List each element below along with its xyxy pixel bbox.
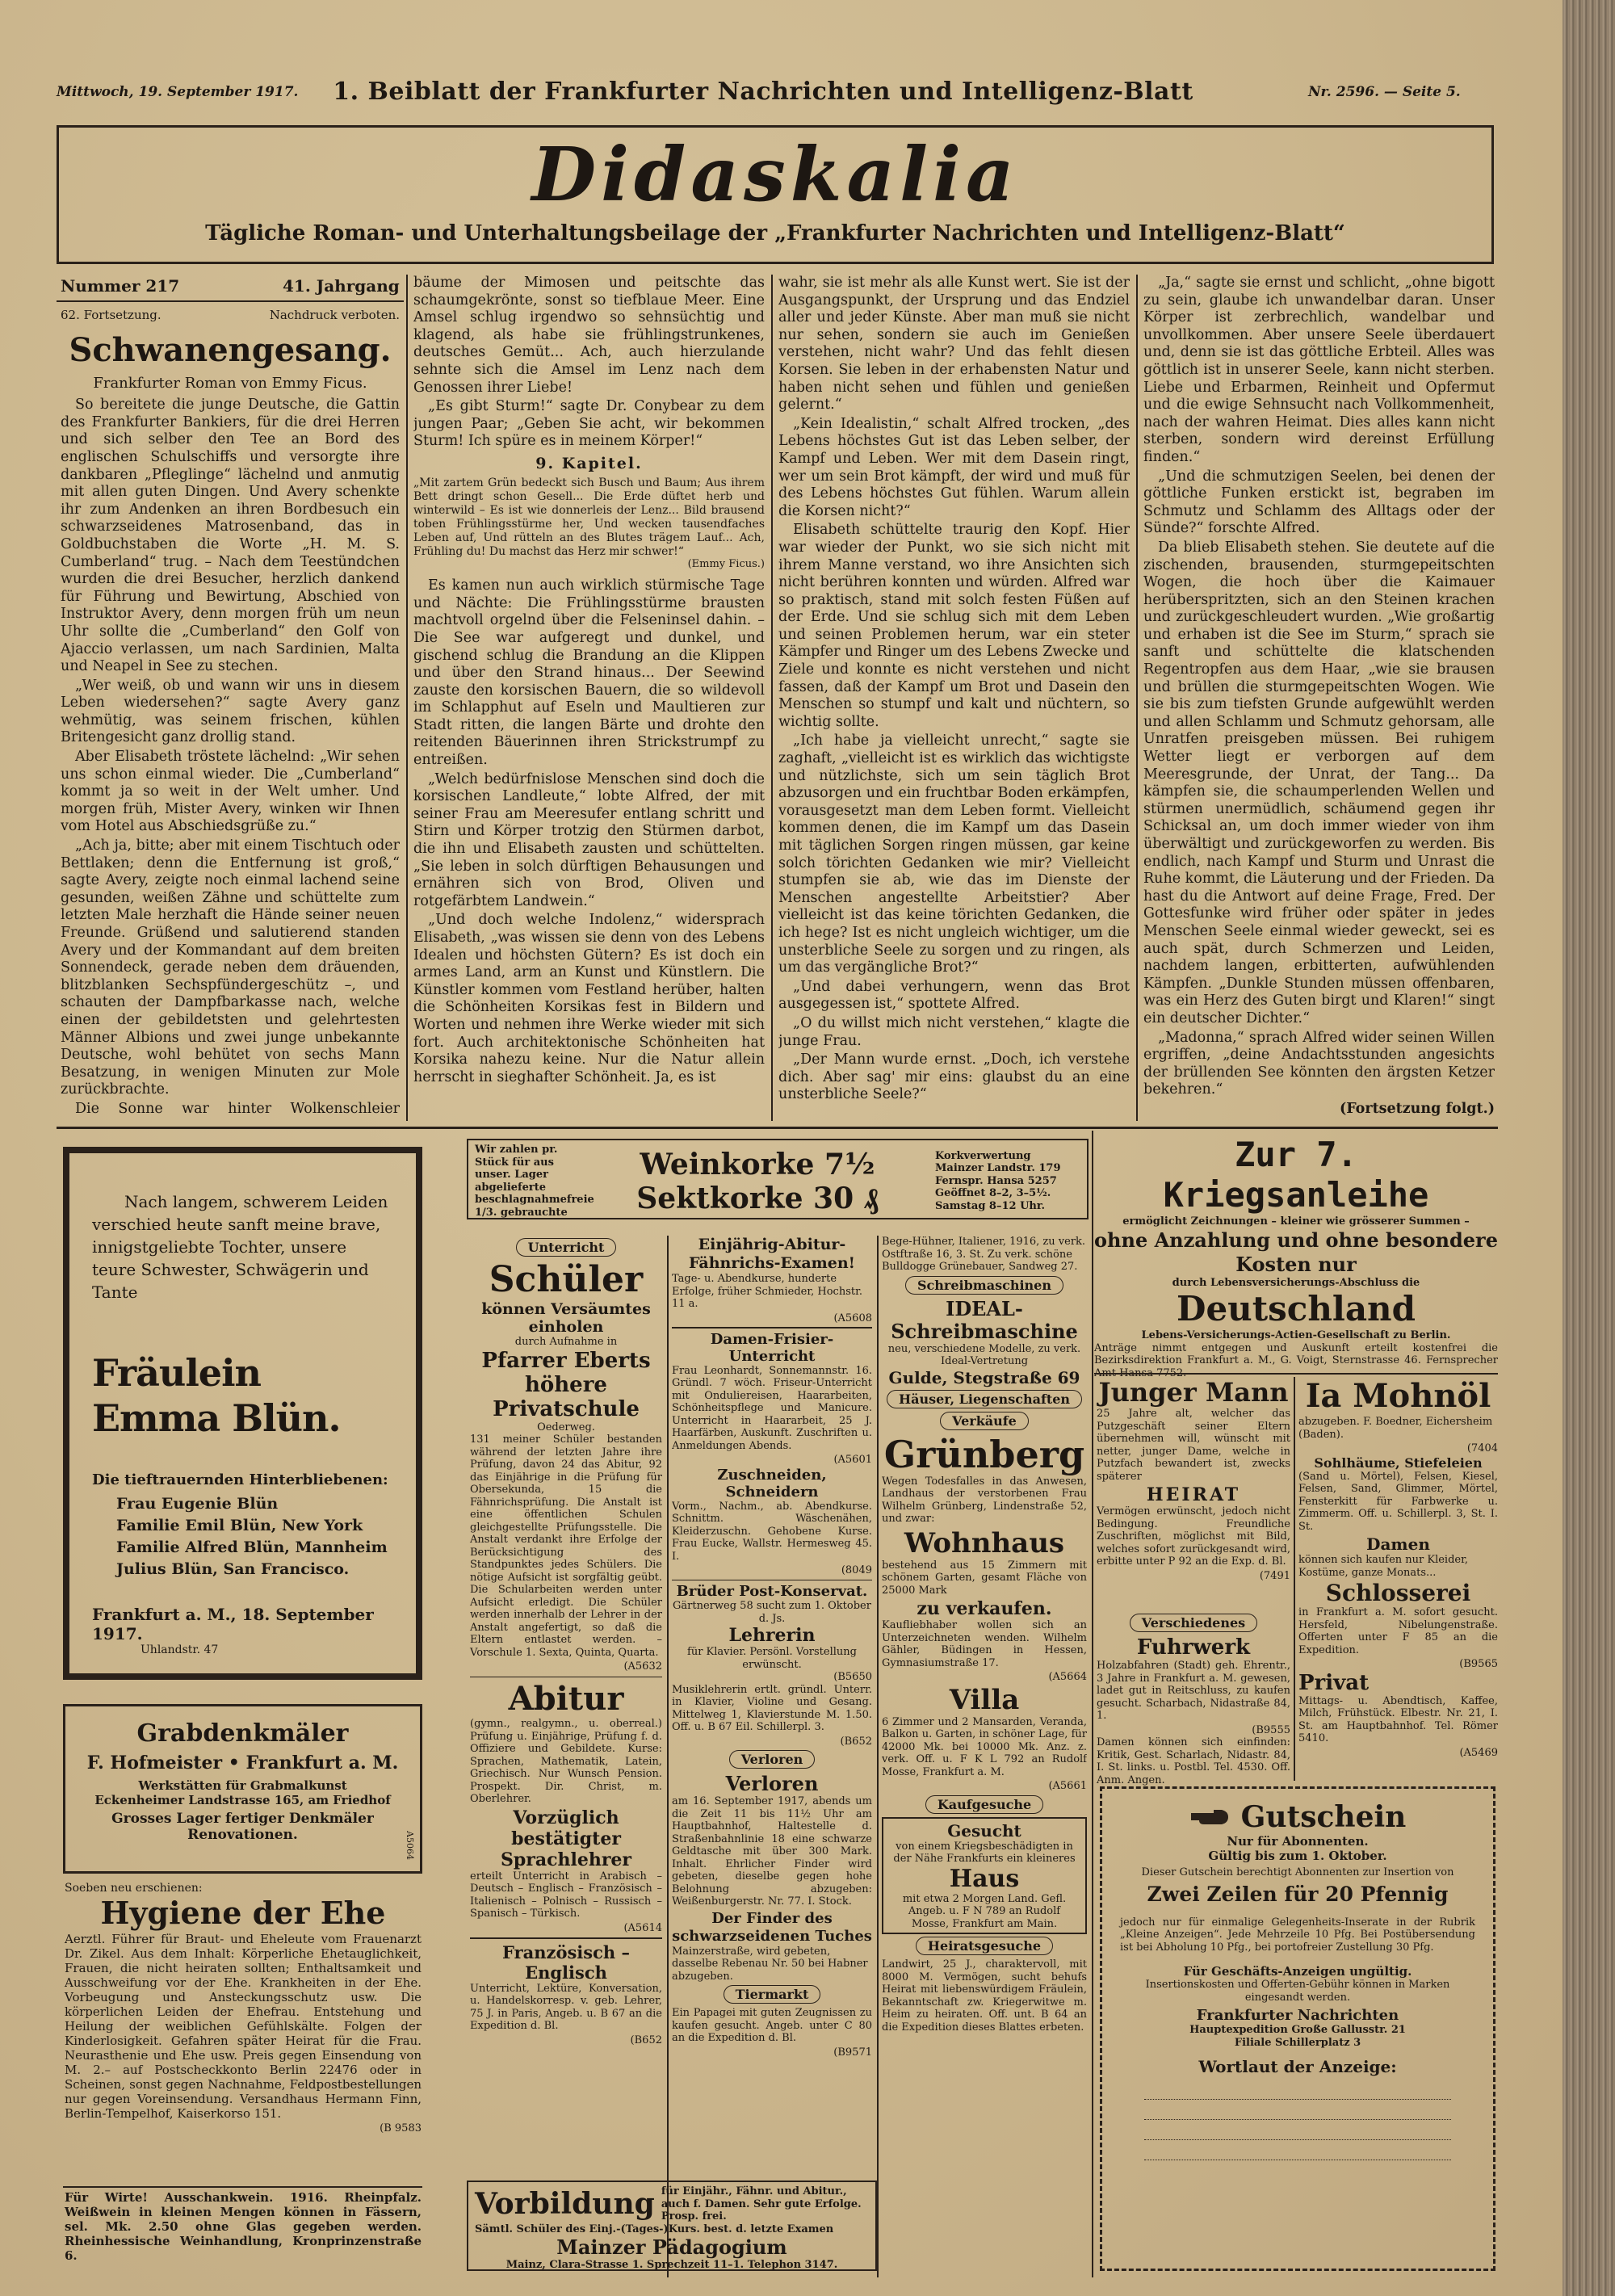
- story-paragraph: „Und dabei verhungern, wenn das Brot ausgegessen ist,“ spottete Alfred.: [778, 978, 1130, 1013]
- divider: [672, 1327, 872, 1328]
- story-column-3: [778, 275, 1130, 1119]
- bonds-via: durch Lebensversicherungs-Abschluss die: [1172, 1276, 1420, 1289]
- label-heirat: Heiratsgesuche: [916, 1937, 1053, 1955]
- abitur-text: (gymn., realgymn., u. oberreal.) Prüfung u. Einjährige, Prüfung f. d. Offiziere und Gebildete. Kurse: Sprachen, Mathematik, Latein, Griechisch. Nur Wunsch Pension. Prospekt. Dir. Christ, m. Oberlehrer.: [470, 1718, 662, 1805]
- col-divider-1: [406, 275, 408, 1121]
- schueler-line: durch Aufnahme in: [514, 1336, 618, 1348]
- villa-ref: (A5661: [1048, 1780, 1087, 1792]
- book-binding: [1563, 0, 1615, 2296]
- story-paragraph: „O du willst mich nicht verstehen,“ klagte die junge Frau.: [778, 1014, 1130, 1049]
- story-paragraph: Elisabeth schüttelte traurig den Kopf. Hier war wieder der Punkt, wo sie sich nicht mit ihrem Manne verstand, wo ihre Ansichten sich nicht berühren konnten und würden. Alfred war so praktisch, stand mit solch festen Füßen auf der Erde. Und sie schlug sich mit dem Leben und seinen Problemen herum, war ein steter Kämpfer und Ringer um des Lebens Zwecke und Ziele und konnte es nicht verstehen und nicht fassen, daß der Kampf um Brot und Dasein den Menschen so stumpf und kalt und nüchtern, so wichtig sollte.: [778, 522, 1130, 730]
- coupon-text: Dieser Gutschein berechtigt Abonnenten zur Insertion von: [1141, 1866, 1454, 1878]
- story-paragraph: wahr, sie ist mehr als alle Kunst wert. Sie ist der Ausgangspunkt, der Ursprung und das Endziel aller und jeder Künste. Aber man muß sie nicht nur sehen, sondern sie auch im Genießen verstehen, nicht wahr? Und das fehlt diesen Korsen. Sie leben in der erhabensten Natur und haben nicht sehen und fühlen und genießen gelernt.“: [778, 275, 1130, 413]
- coupon-text3: Für Geschäfts-Anzeigen ungültig.: [1183, 1964, 1412, 1979]
- ideal-addr: Gulde, Stegstraße 69: [888, 1367, 1080, 1387]
- abitur-sub: Vorzüglich bestätigter Sprachlehrer: [500, 1807, 632, 1870]
- story-paragraph: „Ich habe ja vielleicht unrecht,“ sagte sie zaghaft, „vielleicht ist es wirklich das wichtigste und nützlichste, sich um sein täglich Brot abzusorgen und ein fruchtbar Boden erkämpfen, vorausgesetzt man dem Leben formt. Vielleicht kommen denen, die im Kampf um das Dasein mit täglichen Sorgen ringen müssen, gar keine solch törichten Gedanken wie mir? Vielleicht stumpfen sie ab, wie das im Dienste der Menschen angestellte Arbeitstier? Aber vielleicht ist das keine törichten Gedanken, die ich hege? Ist es nicht ungleich wichtiger, um die unsterbliche Seele zu sorgen und zu ringen, als um das vergängliche Brot?“: [778, 732, 1130, 976]
- story-paragraph: Es kamen nun auch wirklich stürmische Tage und Nächte: Die Frühlingsstürme brausten machtvoll orgelnd über die Felseninsel dahin. – Die See war aufgeregt und dunkel, und gischend schlug die Brandung an die Klippen und über den Strand hinaus... Der Seewind zauste den korsischen Bauern, die so wildevoll im Schlapphut auf Eseln und Maultieren zur Stadt ritten, die langen Bärte und drohte den reitenden Bäuerinnen ihren Strickstrumpf zu entreißen.: [413, 577, 765, 769]
- ad-war-bonds: [1094, 1135, 1498, 1381]
- finder-text: Mainzerstraße, wird gebeten, dasselbe Rebenau Nr. 50 bei Habner abzugeben.: [672, 1945, 868, 1983]
- story-title: Schwanengesang.: [69, 330, 392, 369]
- ad-haus-gesucht: [882, 1817, 1087, 1935]
- header-date: Mittwoch, 19. September 1917.: [57, 84, 299, 100]
- obituary-mourners-title: Die tieftrauernden Hinterbliebenen:: [92, 1471, 388, 1488]
- story-paragraph: Aber Elisabeth tröstete lächelnd: „Wir sehen uns schon einmal wieder. Die „Cumberland“ kommt ja so weit in der Welt umher. Und morgen früh, Mister Avery, winken wir Ihnen vom Hotel aus Abschiedsgrüße zu.“: [61, 749, 400, 835]
- mourner: Julius Blün, San Francisco.: [116, 1560, 350, 1578]
- coupon-text2: jedoch nur für einmalige Gelegenheits-Inserate in der Rubrik „Kleine Anzeigen“. Jede Mehrzeile 10 Pfg. Bei Postübersendung ist bei Abholung 10 Pfg., bei portofreier Zustellung 30 Pfg.: [1120, 1916, 1475, 1954]
- ad-grave-monuments: [63, 1704, 422, 1874]
- sohlen-title: Sohlhäume, Stiefeleien: [1314, 1454, 1483, 1471]
- coupon-write-line[interactable]: [1144, 2080, 1451, 2100]
- vorbild-side: für Einjähr., Fähnr. und Abitur., auch f. Damen. Sehr gute Erfolge. Prosp. frei.: [661, 2185, 862, 2223]
- grave-firm: F. Hofmeister • Frankfurt a. M.: [86, 1752, 399, 1773]
- gruenberg-head: Wohnhaus: [904, 1526, 1065, 1559]
- heirat-text: Landwirt, 25 J., charaktervoll, mit 8000 M. Vermögen, sucht behufs Heirat mit liebenswürdigem Fräulein, Bekanntschaft zw. Kriegerwitwe m. Heim zu heiraten. Off. unt. B 64 an die Expedition dieses Blattes erbeten.: [882, 1958, 1087, 2034]
- story-paragraph: Da blieb Elisabeth stehen. Sie deutete auf die zischenden, brausenden, sturmgepeitschten Wogen, die hoch über die Kaimauer herüberspritzten, sich an den Steinen krachen und zurückgeschleudert wurden. „Wie großartig und erhaben ist die See im Sturm,“ sprach sie sanft und schüttelte die klatschenden Regentropfen aus dem Haar, „wie sie brausen und brüllen die sturmgepeitschten Wogen. Wie sie bis zum tiefsten Grunde aufgewühlt werden und allen Schlamm und Schmutz gehorsam, alle Unratfen preisgeben müssen. Bei ruhigem Wetter liegt er verborgen auf dem Meeresgrunde, der Unrat, der Tang... Da kämpfen sie, die schaumperlenden Wellen und stürmen unermüdlich, schäumend gegen ihr Schicksal an, um doch immer wieder von ihm überwältigt und zurückgeworfen zu werden. Bis endlich, nach Kampf und Sturm und Unrast die Ruhe kommt, die Läuterung und der Frieden. Da hast du die Antwort auf deine Frage, Fred. Der Gottesfunke wird früher oder später in jedes Menschen Seele einmal wieder geweckt, sei es auch spät, durch Schmerzen und Leiden, nachdem langen, erbitterten, aufwühlenden Kämpfen. „Dunkle Stunden müssen offenbaren, was ein Herz des Guten birgt und Klaren!“ singt ein deutscher Dichter.“: [1143, 539, 1495, 1026]
- bonds-text: Anträge nimmt entgegen und Auskunft erteilt kostenfrei die Bezirksdirektion Frankfurt a. M., G. Voigt, Sternstrasse 46. Fernsprecher: [1094, 1341, 1498, 1366]
- coupon-main: Zwei Zeilen für 20 Pfennig: [1147, 1882, 1449, 1906]
- schueler-text: 131 meiner Schüler bestanden während der letzten Jahre ihre Prüfung, davon 24 das Abitur, 92 das Einjährige in die Prüfung für Obersekunda, 15 die Fähnrichsprüfung. Die Anstalt ist eine öffentlichen Schulen gleichgestellte Prüfungsstelle. Die Anstalt verdankt ihre Erfolge der Berücksichtigung des Standpunktes jedes Schülers. Die nötige Aufsicht ist sorgfältig geübt. Die Schularbeiten werden unter Aufsicht erledigt. Die Schüler werden innerhalb der Lehrer in der Anstalt angefertigt, so daß die Eltern entlastet werden. – Vorschule 1. Sexta, Quinta, Quarta.: [470, 1433, 662, 1659]
- bonds-main: ohne Anzahlung und ohne besondere Kosten nur: [1094, 1228, 1498, 1276]
- hotel-text: Bege-Hühner, Italiener, 1916, zu verk. Ostftraße 16, 3. St. Zu verk. schöne Bulldogge Grünebauer, Sandweg 27.: [882, 1236, 1086, 1273]
- mourner: Familie Alfred Blün, Mannheim: [116, 1538, 388, 1556]
- finder-title: Der Finder des schwarzseidenen Tuches: [672, 1909, 872, 1945]
- corks-right: Korkverwertung Mainzer Landstr. 179 Fernspr. Hansa 5257 Geöffnet 8–2, 3–5½. Samstag 8–12 Uhr.: [935, 1149, 1061, 1212]
- konserv-ref: (B5650: [833, 1671, 872, 1683]
- haus-head: Haus: [949, 1864, 1020, 1893]
- coupon-write-line[interactable]: [1144, 2120, 1451, 2140]
- story-paragraph: „Und doch welche Indolenz,“ widersprach Elisabeth, „was wissen sie denn von des Lebens Idealen und höchsten Gütern? Es ist doch ein armes Land, arm an Kunst und Künstlern. Die Künstler kommen vom Festland herüber, halten die Schönheiten Korsikas fest in Bildern und Worten und nehmen ihre Werke wieder mit sich fort. Auch architektonische Schönheiten hat Korsika nahezu keine. Nur die Natur allein herrscht in sieghafter Schönheit. Ja, es ist: [413, 912, 765, 1085]
- konserv-text: Gärtnerweg 58 sucht zum 1. Oktober d. Js.: [673, 1600, 871, 1625]
- einj-text: Tage- u. Abendkurse, hunderte Erfolge, früher Schmieder, Hochstr. 11 a.: [672, 1273, 863, 1310]
- franz-title: Französisch – Englisch: [502, 1941, 630, 1983]
- einj-ref: (A5608: [833, 1312, 872, 1324]
- villa-text: 6 Zimmer und 2 Mansarden, Veranda, Balkon u. Garten, in schöner Lage, für 42000 Mk. bei 10000 Mk. Anz. z. verk. Off. u. F K L 792 an Rudolf Mosse, Frankfurt a. M.: [882, 1715, 1087, 1778]
- coupon-sub: Nur für Abonnenten.: [1227, 1834, 1369, 1849]
- musik-ref: (B652: [840, 1735, 872, 1748]
- jm-text: 25 Jahre alt, welcher das Putzgeschäft seiner Eltern übernehmen will, wünscht mit netter, junger Dame, welche in Putzfach bewandert ist, zwecks späterer: [1097, 1408, 1290, 1483]
- friseur-ref: (A5601: [833, 1454, 872, 1466]
- coupon-write-line[interactable]: [1144, 2100, 1451, 2120]
- header-supplement: 1. Beiblatt der Frankfurter Nachrichten und Intelligenz-Blatt: [333, 78, 1193, 106]
- obituary-name: Fräulein Emma Blün.: [92, 1351, 341, 1440]
- tiermarkt-ref: (B9571: [833, 2046, 872, 2059]
- section-divider: [57, 1127, 1498, 1129]
- col-divider-2: [771, 275, 773, 1121]
- grave-line: Eckenheimer Landstrasse 165, am Friedhof: [94, 1793, 391, 1807]
- obituary-place-date: Frankfurt a. M., 18. September 1917.: [92, 1605, 374, 1643]
- obituary-intro: Nach langem, schwerem Leiden verschied heute sanft meine brave, innigstgeliebte Tochter, unsere teure Schwester, Schwägerin und Tante: [92, 1192, 388, 1302]
- story-paragraph: „Wer weiß, ob und wann wir uns in diesem Leben wiedersehen?“ sagte Avery ganz wehmütig, was seinem frischen, kühlen Britengesicht ganz drollig stand.: [61, 677, 400, 746]
- ad-hygiene: [65, 1882, 422, 2135]
- schueler-ref: (A5632: [623, 1660, 662, 1673]
- coupon-wortlaut: Wortlaut der Anzeige:: [1198, 2057, 1397, 2076]
- schlosserei-title: Schlosserei: [1325, 1580, 1471, 1606]
- damen2-title: Damen: [1366, 1534, 1430, 1554]
- ad-misc: [1097, 1611, 1290, 1788]
- haus-title: Gesucht: [947, 1820, 1021, 1841]
- story-column-4: [1143, 275, 1495, 1119]
- friseur-title: Damen-Frisier-Unterricht: [710, 1330, 834, 1365]
- coupon-text4: Insertionskosten und Offerten-Gebühr können in Marken eingesandt werden.: [1145, 1979, 1450, 2004]
- jm-head: HEIRAT: [1146, 1484, 1241, 1505]
- coupon: [1100, 1786, 1495, 2271]
- gruenberg-text2: bestehend aus 15 Zimmern mit schönem Garten, gesamt Fläche von 25000 Mark: [882, 1559, 1087, 1597]
- hygiene-text: Aerztl. Führer für Braut- und Eheleute vom Frauenarzt Dr. Zikel. Aus dem Inhalt: Körperliche Ehetauglichkeit, Frauen, die nicht heiraten sollten; Enthaltsamkeit und Ausschweifung vor der Ehe. Krankheiten in der Ehe. Vorbeugung und Ansteckungsschutz usw. Die körperlichen Leiden der Ehefrau. Entstehung und Heilung der weiblichen Gefühlskälte. Folgen der Kinderlosigkeit. Gefahren später Heirat für die Frau. Neurasthenie und Ehe usw. Preis gegen Einsendung von M. 2.– auf Postscheckkonto Berlin 22476 oder in Scheinen, sonst gegen Nachnahme, Feldpostbestellungen nur gegen Voreinsendung. Versandhaus Hermann Finn, Berlin-Tempelhof, Kaiserkorso 151.: [65, 1932, 422, 2121]
- story-paragraph: „Ja,“ sagte sie ernst und schlicht, „ohne bigott zu sein, glaube ich unwandelbar daran. Unser Körper ist zerbrechlich, wandelbar und unvollkommen. Aber unsere Seele überdauert und, denn sie ist das göttliche Erbteil. Alles was göttlich ist in unserer Seele, kann nicht sterben. Liebe und Erbarmen, Reinheit und Opfermut und die ewige Sehnsucht nach Vollkommenheit, nach der wahren Heimat. Dies alles kann nicht sterben, sondern wird dereinst Erfüllung finden.“: [1143, 275, 1495, 465]
- schlosserei-text: in Frankfurt a. M. sofort gesucht. Hersfeld, Nibelungenstraße. Offerten unter F 85 an die Expedition.: [1298, 1606, 1498, 1656]
- mohnoel-title: Ia Mohnöl: [1305, 1377, 1491, 1415]
- konserv-title: Brüder Post-Konservat.: [676, 1583, 868, 1600]
- story-paragraph: „Ach ja, bitte; aber mit einem Tischtuch oder Bettlaken; denn die Entfernung ist groß,“ sagte Avery, zeigte noch einmal lachend seine gesunden, weißen Zähne und schüttelte zum letzten Male herzhaft die Hände seiner neuen Freunde. Grüßend und salutierend standen Avery und der Kommandant auf dem breiten Sonnendeck, gerade neben dem dräuenden, blitzblanken Sechspfündergeschütz –, und schauten der Dampfbarkasse nach, welche einen der gebildetsten und gelehrtesten Männer Albions und zwei junge unbekannte Deutsche, wohl behütet von sechs Mann Besatzung, in wenigen Minuten zur Mole zurückbrachte.: [61, 837, 400, 1098]
- story-paragraph: „Madonna,“ sprach Alfred wider seinen Willen ergriffen, „deine Andachtsstunden angesichts der brüllenden See könnten den ärgsten Ketzer bekehren.“: [1143, 1029, 1495, 1098]
- mohnoel-ref: (7404: [1466, 1442, 1498, 1454]
- hygiene-title: Hygiene der Ehe: [100, 1895, 386, 1931]
- gruenberg-title: Grünberg: [883, 1432, 1085, 1476]
- damen-fuhr-text: Damen können sich einfinden: Kritik, Gest. Scharlach, Nidastr. 84, I. St. links. u. Postbl. Tel. 4530. Off. Anm. Angen.: [1097, 1736, 1290, 1786]
- pointing-hand-icon: [1189, 1807, 1230, 1828]
- ad-column-right: [1298, 1377, 1498, 1779]
- ad-vorbildung: [467, 2181, 877, 2271]
- vorbild-text: Sämtl. Schüler des Einj.-(Tages-)Kurs. best. d. letzte Examen: [475, 2223, 834, 2235]
- divider: [63, 2186, 422, 2188]
- friseur-text: Frau Leonhardt, Sonnemannstr. 16. Gründl. 7 wöch. Friseur-Unterricht mit Onduliereisen, Haararbeiten, Schönheitspflege und Manicure. Unterricht in Haararbeit, 25 J. Haarfärben, Auskunft. Zuschriften u. Anmeldungen Abends.: [672, 1364, 872, 1452]
- fuhrwerk-ref: (B9555: [1252, 1723, 1290, 1736]
- label-verschiedenes: Verschiedenes: [1130, 1614, 1257, 1632]
- konserv-head: Lehrerin: [728, 1625, 816, 1646]
- label-verkaeufe: Verkäufe: [940, 1412, 1029, 1430]
- zuschneid-title: Zuschneiden, Schneidern: [717, 1466, 827, 1501]
- vorbild-name: Mainzer Pädagogium: [556, 2235, 787, 2259]
- ideal-text: neu, verschiedene Modelle, zu verk. Ideal-Vertretung: [887, 1342, 1081, 1367]
- konserv-text2: für Klavier. Persönl. Vorstellung erwünscht.: [687, 1646, 857, 1671]
- ad-col-divider: [667, 1236, 669, 2277]
- story-paragraph: „Und die schmutzigen Seelen, bei denen der göttliche Funken erstickt ist, begraben im Schmutz und Schlamm des Alltags oder der Sünde?“ forschte Alfred.: [1143, 468, 1495, 537]
- franz-ref: (B652: [630, 2034, 662, 2046]
- header-page-number: Nr. 2596. — Seite 5.: [1308, 84, 1461, 100]
- story-rights: Nachdruck verboten.: [269, 308, 400, 322]
- fuhrwerk-text: Holzabfahren (Stadt) geh. Ehrentr., 3 Jahre in Frankfurt a. M. gewesen, ladet gut in Reitschluss, zu kaufen gesucht. Scharbach, Nidastraße 84, 1.: [1097, 1660, 1290, 1722]
- story-paragraph: Die Sonne war hinter Wolkenschleier: [75, 1100, 400, 1117]
- abitur-title: Abitur: [508, 1680, 624, 1718]
- grave-title: Grabdenkmäler: [136, 1719, 349, 1748]
- story-paragraph: „Der Mann wurde ernst. „Doch, ich verstehe dich. Aber sag' mir eins: glaubst du an eine unsterbliche Seele?“: [778, 1051, 1130, 1103]
- coupon-exp: Hauptexpedition Große Gallusstr. 21: [1189, 2024, 1406, 2036]
- schlosserei-ref: (B9565: [1459, 1658, 1498, 1670]
- divider: [470, 1677, 662, 1678]
- musik-text: Musiklehrerin ertlt. gründl. Unterr. in Klavier, Violine und Gesang. Mittelweg 1, Klavierstunde M. 1.50. Off. u. B 67 Eil. Schillerpl. 3.: [672, 1683, 872, 1733]
- obituary-funeral: [92, 1676, 395, 1680]
- franz-text: Unterricht, Lektüre, Konversation, u. Handelskorresp. v. geb. Lehrer, 75 J. in Paris, Angeb. u. B 67 an die Expedition d. Bl.: [470, 1982, 662, 2032]
- privat-title: Privat: [1298, 1670, 1370, 1695]
- gruenberg-text: Wegen Todesfalles in das Anwesen, Landhaus der verstorbenen Frau Wilhelm Grünberg, Lindenstraße 52, und zwar:: [882, 1475, 1087, 1525]
- haus-text: von einem Kriegsbeschädigten in der Nähe Frankfurts ein kleineres: [893, 1840, 1076, 1865]
- gruenberg-ref: (A5664: [1048, 1671, 1087, 1683]
- abitur-ref: (A5614: [623, 1921, 662, 1934]
- bonds-full: Lebens-Versicherungs-Actien-Gesellschaft zu Berlin.: [1141, 1329, 1451, 1341]
- ad-young-man: [1097, 1377, 1290, 1582]
- story-byline: Frankfurter Roman von Emmy Ficus.: [93, 374, 367, 392]
- story-paragraph: „Es gibt Sturm!“ sagte Dr. Conybear zu dem jungen Paar; „Geben Sie acht, wir bekommen Sturm! Ich spüre es in meinem Körper!“: [413, 398, 765, 450]
- bonds-name: Deutschland: [1177, 1289, 1416, 1328]
- ad-col-divider: [1092, 1131, 1093, 2277]
- story-column-2: [413, 275, 765, 1119]
- ad-corks: [467, 1139, 1089, 1219]
- issue-rule: [57, 300, 404, 302]
- privat-ref: (A5469: [1459, 1746, 1498, 1759]
- story-paragraph: „Kein Idealistin,“ schalt Alfred trocken, „des Lebens höchstes Gut ist das Leben selber, der Kampf und Leben. Wer mit dem Dasein ringt, wer um sein Brot kämpft, der wird und muß für des Lebens höchstes Gut fühlen. Warum allein die Korsen nicht?“: [778, 415, 1130, 519]
- jm-ref: (7491: [1259, 1569, 1290, 1582]
- story-paragraph: So bereitete die junge Deutsche, die Gattin des Frankfurter Bankiers, für die drei Herren und sich selber den Tee an Bord des englischen Schulschiffs und versorgte ihre dankbaren „Pfleglinge“ lächelnd und anmutig mit allen guten Dingen. Und Avery schenkte ihr zum Andenken an ihren Bordbesuch ein schwarzseidenes Matrosenband, das in Goldbuchstaben die Worte „H. M. S. Cumberland“ trug. – Nach dem Teestündchen wurden die drei Besucher, herzlich dankend für Führung und Bewirtung, Abschied von Instruktor Avery, denn morgen früh um neun Uhr sollte die „Cumberland“ den Golf von Ajaccio verlassen, um nach Sardinien, Malta und Neapel in See zu stechen.: [61, 397, 400, 675]
- mourner: Familie Emil Blün, New York: [116, 1517, 363, 1534]
- masthead: [57, 125, 1494, 264]
- grave-line: Grosses Lager fertiger Denkmäler: [111, 1811, 374, 1827]
- fuhrwerk-title: Fuhrwerk: [1136, 1635, 1251, 1660]
- gruenberg-tail: zu verkaufen.: [917, 1598, 1052, 1619]
- corks-side: Wir zahlen pr. Stück für aus unser. Lager abgelieferte beschlagnahmefreie 1/3. gebrauchte: [475, 1144, 594, 1219]
- schueler-title: Schüler: [489, 1259, 644, 1300]
- ad-wirte: Für Wirte! Ausschankwein. 1916. Rheinpfalz. Weißwein in kleinen Mengen können in Fässern, sel. Mk. 2.50 ohne Glas gegeben werden. Rheinhessische Weinhandlung, Kronprinzenstraße 6.: [65, 2190, 422, 2263]
- mohnoel-text: abzugeben. F. Boedner, Eichersheim (Baden).: [1298, 1416, 1493, 1441]
- einj-title: Einjährig-Abitur-Fähnrichs-Examen!: [688, 1236, 856, 1272]
- damen2-text: können sich kaufen nur Kleider, Kostüme, ganze Monats...: [1298, 1554, 1469, 1579]
- label-kaufgesuche: Kaufgesuche: [925, 1795, 1043, 1814]
- label-verloren: Verloren: [729, 1750, 816, 1769]
- privat-text: Mittags- u. Abendtisch, Kaffee, Milch, Frühstück. Elbestr. Nr. 21, I. St. am Hauptbahnhof. Tel. Römer 5410.: [1298, 1694, 1498, 1744]
- zuschneid-text: Vorm., Nachm., ab. Abendkurse. Schnittm. Wäschenähen, Kleiderzuschn. Gehobene Kurse. Frau Eucke, Wallstr. Hermesweg 45. I.: [672, 1500, 872, 1563]
- divider: [470, 1937, 662, 1939]
- ad-column-c: [882, 1236, 1087, 2277]
- schueler-school: Pfarrer Eberts höhere Privatschule: [481, 1348, 651, 1421]
- coupon-paper: Frankfurter Nachrichten: [1196, 2007, 1399, 2024]
- grave-line: Renovationen.: [187, 1827, 298, 1843]
- zuschneid-ref: (8049: [841, 1564, 872, 1576]
- masthead-title: Didaskalia: [531, 131, 1019, 218]
- jm-title: Junger Mann: [1098, 1377, 1289, 1408]
- ad-column-b: [672, 1236, 872, 2176]
- schueler-line: können Versäumtes einholen: [481, 1300, 651, 1336]
- verloren-text: am 16. September 1917, abends um die Zeit 11 bis 11½ Uhr am Hauptbahnhof, Haltestelle d. Straßenbahnlinie 18 eine schwarze Geldtasche mit über 300 Mark. Inhalt. Ehrlicher Finder wird gebeten, dieselbe gegen hohe Belohnung abzugeben: Weißenburgerstr. Nr. 77. I. Stock.: [672, 1795, 872, 1908]
- grave-ref: A5064: [405, 1831, 415, 1860]
- tiermarkt-text: Ein Papagei mit guten Zeugnissen zu kaufen gesucht. Angeb. unter C 80 an die Expedition d. Bl.: [672, 2007, 872, 2044]
- vorbild-title: Vorbildung: [475, 2187, 655, 2222]
- issue-year: 41. Jahrgang: [283, 276, 400, 296]
- schueler-loc: Oederweg.: [537, 1421, 595, 1433]
- bonds-title: Zur 7. Kriegsanleihe: [1163, 1135, 1429, 1215]
- ad-column-a: [470, 1236, 662, 2046]
- ideal-title: IDEAL-Schreibmaschine: [891, 1296, 1078, 1343]
- poem-verse: „Mit zartem Grün bedeckt sich Busch und Baum; Aus ihrem Bett dringt schon Gesell... Die Erde düftet herb und winterwild – Es ist wie donnerleis der Lenz... Bild brausend toben Frühlingsstürme her, Und wecken tausendfaches Leben auf, Und rütteln an des Blutes trägem Lauf... Ach, Frühling du! Du machst das Herz mir schwer!“: [413, 476, 765, 558]
- label-schreibmaschinen: Schreibmaschinen: [905, 1276, 1063, 1295]
- chapter-heading: 9. Kapitel.: [535, 454, 643, 472]
- issue-number: Nummer 217: [61, 276, 180, 296]
- haus-text2: mit etwa 2 Morgen Land. Gefl. Angeb. u. F N 789 an Rudolf Mosse, Frankfurt am Main.: [902, 1892, 1067, 1930]
- hygiene-ref: (B 9583: [380, 2122, 422, 2134]
- story-paragraph: bäume der Mimosen und peitschte das schaumgekrönte, sonst so tiefblaue Meer. Eine Amsel schlug irgendwo so sehnsüchtig und klagend, als habe sie frühlingstrunkenes, deutsches Gemüt... Ach, auch hierzulande sehnte sich die Amsel im Lenz nach dem Genossen ihrer Liebe!: [413, 275, 765, 396]
- sohlen-text: (Sand u. Mörtel), Felsen, Kiesel, Felsen, Sand, Glimmer, Mörtel, Fensterkitt für Farbwerke u. Zimmerm. Off. u. Schillerpl. 3, St. I. St.: [1298, 1470, 1498, 1533]
- coupon-title: Gutschein: [1240, 1800, 1407, 1834]
- divider: [1094, 1373, 1498, 1375]
- hygiene-intro: Soeben neu erschienen:: [65, 1882, 203, 1895]
- coupon-write-line[interactable]: [1144, 2140, 1451, 2160]
- gruenberg-text3: Kaufliebhaber wollen sich an Unterzeichneten wenden. Wilhelm Gähler, Büdingen in Hessen, Gymnasiumstraße 17.: [882, 1619, 1087, 1669]
- obituary-address: Uhlandstr. 47: [141, 1643, 219, 1656]
- story-continuation: 62. Fortsetzung.: [61, 308, 162, 322]
- vorbild-addr: Mainz, Clara-Strasse 1. Sprechzeit 11–1. Telephon 3147.: [505, 2259, 838, 2271]
- story-column-1: [61, 307, 400, 1119]
- story-paragraph: „Welch bedürfnislose Menschen sind doch die korsischen Landleute,“ lobte Alfred, der mit seiner Frau am Meeresufer entlang schritt und Stirn und Körper trotzig den Stürmen darbot, die ihn und Elisabeth zausten und schüttelten. „Sie leben in solch dürftigen Behausungen und ernähren sich von Brod, Oliven und rotgefärbtem Landwein.“: [413, 770, 765, 909]
- ad-col-divider: [1294, 1377, 1295, 1781]
- jm-text2: Vermögen erwünscht, jedoch nicht Bedingung. Freundliche Zuschriften, möglichst mit Bild, welches sofort zurückgesandt wird, erbitte unter P 92 an die Exp. d. Bl.: [1097, 1505, 1290, 1568]
- obituary-notice: [63, 1147, 422, 1680]
- ad-col-divider: [877, 1236, 879, 2277]
- label-tiermarkt: Tiermarkt: [724, 1985, 821, 2004]
- villa-title: Villa: [949, 1683, 1020, 1716]
- abitur-sub2: erteilt Unterricht in Arabisch – Deutsch – Englisch – Französisch – Italienisch – Polnisch – Russisch – Spanisch – Türkisch.: [470, 1870, 662, 1920]
- poem-author: (Emmy Ficus.): [687, 557, 765, 570]
- col-divider-3: [1136, 275, 1138, 1121]
- label-haeuser: Häuser, Liegenschaften: [887, 1390, 1082, 1408]
- grave-line: Werkstätten für Grabmalkunst: [138, 1778, 347, 1793]
- bonds-sub: ermöglicht Zeichnungen – kleiner wie grösserer Summen –: [1122, 1215, 1470, 1228]
- mourner: Frau Eugenie Blün: [116, 1495, 279, 1513]
- corks-main: Weinkorke 7½ Sektkorke 30 ₰: [636, 1147, 879, 1215]
- label-unterricht: Unterricht: [516, 1238, 617, 1257]
- to-be-continued: (Fortsetzung folgt.): [1339, 1100, 1495, 1117]
- divider: [672, 1580, 872, 1581]
- coupon-valid: Gültig bis zum 1. Oktober.: [1208, 1849, 1387, 1863]
- coupon-fil: Filiale Schillerplatz 3: [1234, 2036, 1361, 2049]
- masthead-subtitle: Tägliche Roman- und Unterhaltungsbeilage der „Frankfurter Nachrichten und Intelligenz-Blatt“: [205, 221, 1345, 246]
- verloren-title: Verloren: [725, 1772, 819, 1795]
